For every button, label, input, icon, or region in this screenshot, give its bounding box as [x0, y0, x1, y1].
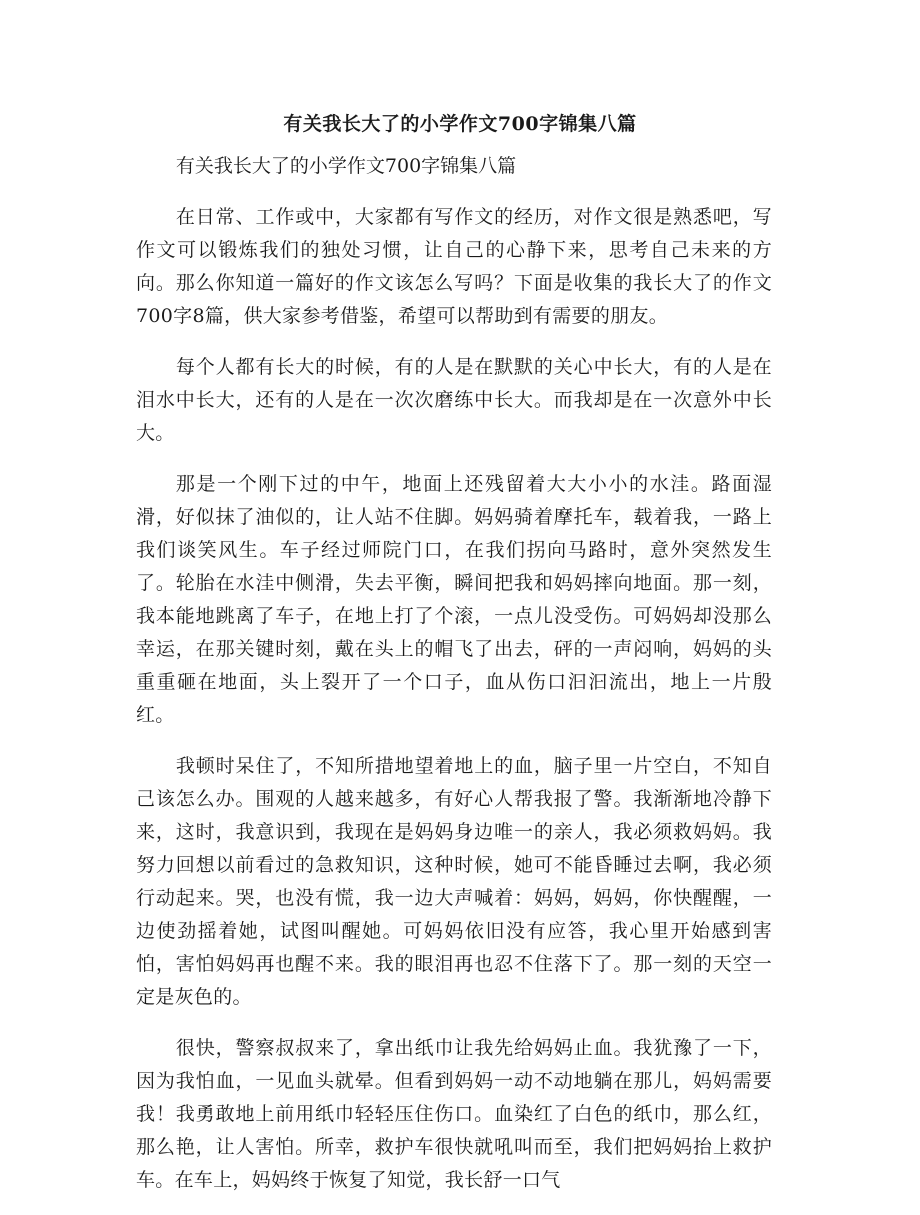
paragraph-intro: 在日常、工作或中，大家都有写作文的经历，对作文很是熟悉吧，写作文可以锻炼我们的独处习惯，让自己的心静下来，思考自己未来的方向。那么你知道一篇好的作文该怎么写吗？下面是收集的我长大了的作文700字8篇，供大家参考借鉴，希望可以帮助到有需要的朋友。 — [136, 206, 772, 327]
paragraph-rescue: 很快，警察叔叔来了，拿出纸巾让我先给妈妈止血。我犹豫了一下，因为我怕血，一见血头就晕。但看到妈妈一动不动地躺在那儿，妈妈需要我！我勇敢地上前用纸巾轻轻压住伤口。血染红了白色的纸巾，那么红，那么艳，让人害怕。所幸，救护车很快就吼叫而至，我们把妈妈抬上救护车。在车上，妈妈终于恢复了知觉，我长舒一口气 — [136, 1037, 772, 1191]
document-subtitle: 有关我长大了的小学作文700字锦集八篇 — [175, 155, 517, 177]
paragraph-reaction: 我顿时呆住了，不知所措地望着地上的血，脑子里一片空白，不知自己该怎么办。围观的人越来越多，有好心人帮我报了警。我渐渐地冷静下来，这时，我意识到，我现在是妈妈身边唯一的亲人，我必须救妈妈。我努力回想以前看过的急救知识，这种时候，她可不能昏睡过去啊，我必须行动起来。哭，也没有慌，我一边大声喊着：妈妈，妈妈，你快醒醒，一边使劲摇着她，试图叫醒她。可妈妈依旧没有应答，我心里开始感到害怕，害怕妈妈再也醒不来。我的眼泪再也忍不住落下了。那一刻的天空一定是灰色的。 — [136, 755, 772, 1008]
document-body — [136, 150, 772, 1215]
paragraph-accident: 那是一个刚下过的中午，地面上还残留着大大小小的水洼。路面湿滑，好似抹了油似的，让人站不住脚。妈妈骑着摩托车，载着我，一路上我们谈笑风生。车子经过师院门口，在我们拐向马路时，意外突然发生了。轮胎在水洼中侧滑，失去平衡，瞬间把我和妈妈摔向地面。那一刻，我本能地跳离了车子，在地上打了个滚，一点儿没受伤。可妈妈却没那么幸运，在那关键时刻，戴在头上的帽飞了出去，砰的一声闷响，妈妈的头重重砸在地面，头上裂开了一个口子，血从伤口汩汩流出，地上一片殷红。 — [136, 473, 772, 726]
paragraph-growing-up: 每个人都有长大的时候，有的人是在默默的关心中长大，有的人是在泪水中长大，还有的人是在一次次磨练中长大。而我却是在一次意外中长大。 — [136, 356, 772, 444]
document-title: 有关我长大了的小学作文700字锦集八篇 — [283, 113, 637, 135]
